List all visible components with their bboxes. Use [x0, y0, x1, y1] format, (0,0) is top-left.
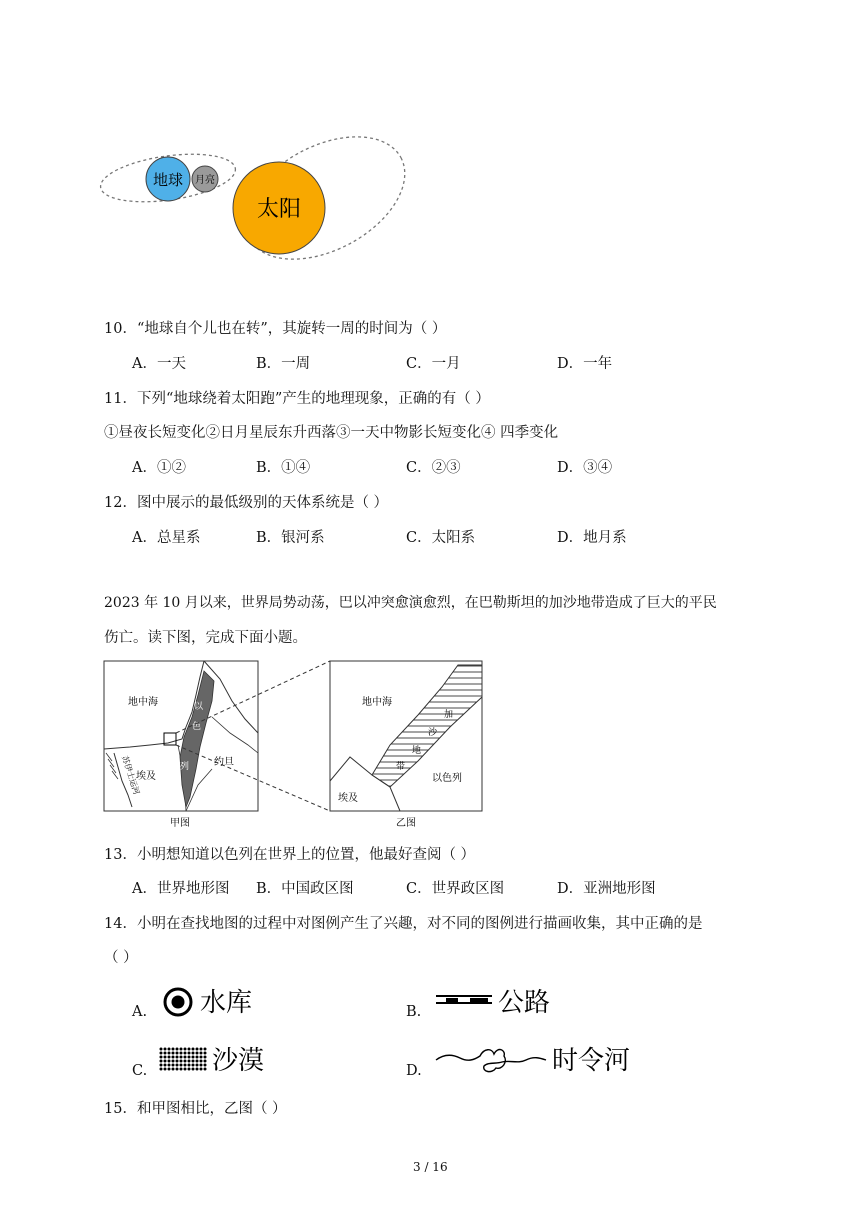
q10-text: 10．“地球自个儿也在转”，其旋转一周的时间为（ ） — [104, 321, 447, 337]
map-yi-israel: 以色列 — [432, 773, 462, 784]
q11-text: 11．下列“地球绕着太阳跑”产生的地理现象，正确的有（ ） — [104, 391, 490, 407]
q14-option-a-letter[interactable]: A. — [132, 1004, 148, 1020]
q11-option-d[interactable]: D．③④ — [557, 460, 613, 476]
q11-option-a[interactable]: A．①② — [132, 460, 186, 476]
q13-option-d[interactable]: D．亚洲地形图 — [557, 881, 656, 897]
map-jia-israel-char-2: 色 — [192, 722, 202, 732]
reservoir-icon — [162, 986, 194, 1018]
desert-icon — [158, 1046, 208, 1072]
q10-option-d[interactable]: D．一年 — [557, 356, 613, 372]
passage-line-1: 2023 年 10 月以来，世界局势动荡，巴以冲突愈演愈烈，在巴勒斯坦的加沙地带造成了巨大的平民 — [104, 595, 717, 611]
q13-option-c[interactable]: C．世界政区图 — [406, 881, 505, 897]
q10-option-b[interactable]: B．一周 — [256, 356, 311, 372]
q12-option-c[interactable]: C．太阳系 — [406, 530, 476, 546]
q11-items: ①昼夜长短变化②日月星辰东升西落③一天中物影长短变化④ 四季变化 — [104, 425, 559, 441]
q14-option-a-label: 水库 — [200, 988, 253, 1018]
map-jia-israel-char-1: 以 — [194, 702, 204, 712]
map-yi-gaza-char-2: 沙 — [428, 728, 438, 738]
seasonal-river-icon — [434, 1042, 548, 1076]
map-yi-gaza-char-4: 带 — [396, 762, 406, 772]
q14-option-c-letter[interactable]: C. — [132, 1063, 148, 1079]
road-icon — [434, 990, 494, 1010]
q14-option-c-label: 沙漠 — [212, 1046, 265, 1076]
map-jia-caption: 甲图 — [170, 818, 190, 829]
q12-option-d[interactable]: D．地月系 — [557, 530, 627, 546]
q14-option-d-label: 时令河 — [552, 1046, 631, 1076]
map-yi-caption: 乙图 — [396, 818, 416, 829]
earth-label: 地球 — [152, 171, 184, 189]
map-yi-gaza-char-1: 加 — [444, 710, 454, 720]
sun-earth-moon-figure — [95, 90, 425, 305]
map-jia-israel-char-3: 列 — [180, 762, 190, 772]
israel-maps-figure — [100, 657, 490, 829]
map-yi-sea: 地中海 — [362, 697, 392, 708]
q13-option-a[interactable]: A．世界地形图 — [132, 881, 230, 897]
q14-option-b-label: 公路 — [498, 988, 551, 1018]
q10-option-a[interactable]: A．一天 — [132, 356, 186, 372]
q10-option-c[interactable]: C．一月 — [406, 356, 461, 372]
q12-option-a[interactable]: A．总星系 — [132, 530, 201, 546]
q12-option-b[interactable]: B．银河系 — [256, 530, 325, 546]
q12-text: 12．图中展示的最低级别的天体系统是（ ） — [104, 495, 389, 511]
q13-text: 13．小明想知道以色列在世界上的位置，他最好查阅（ ） — [104, 847, 476, 863]
sun-label: 太阳 — [256, 197, 302, 222]
q14-text-2: （ ） — [104, 950, 138, 966]
q11-option-b[interactable]: B．①④ — [256, 460, 311, 476]
map-yi-gaza-char-3: 地 — [412, 746, 422, 756]
moon-label: 月亮 — [195, 175, 215, 186]
map-jia-canal-label: 苏伊士运河 — [120, 754, 142, 796]
page-number: 3 / 16 — [413, 1160, 448, 1174]
map-yi-egypt: 埃及 — [338, 793, 358, 804]
q14-option-b-letter[interactable]: B. — [406, 1004, 422, 1020]
q11-option-c[interactable]: C．②③ — [406, 460, 461, 476]
q15-text: 15．和甲图相比，乙图（ ） — [104, 1101, 287, 1117]
passage-line-2: 伤亡。读下图，完成下面小题。 — [104, 630, 307, 646]
map-jia-egypt: 埃及 — [136, 771, 156, 782]
q13-option-b[interactable]: B．中国政区图 — [256, 881, 354, 897]
q14-text: 14．小明在查找地图的过程中对图例产生了兴趣，对不同的图例进行描画收集，其中正确的是 — [104, 916, 703, 932]
map-jia-jordan: 约旦 — [214, 757, 234, 768]
map-jia-sea: 地中海 — [128, 697, 158, 708]
q14-option-d-letter[interactable]: D. — [406, 1063, 422, 1079]
